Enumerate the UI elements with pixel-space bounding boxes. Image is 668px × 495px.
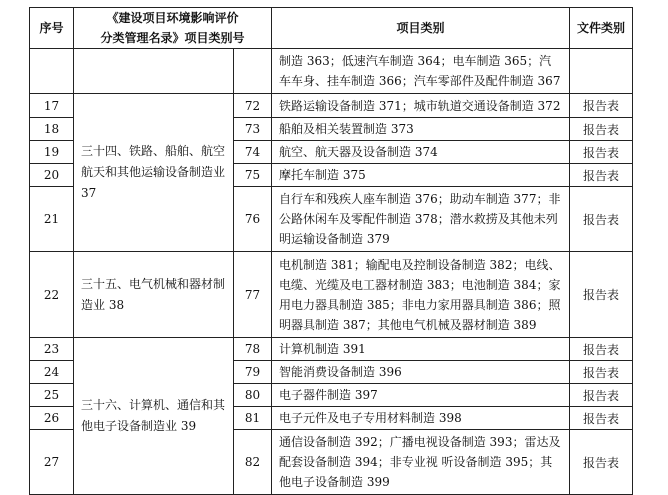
item-cell: 计算机制造 391	[272, 338, 570, 361]
seq-cell: 18	[30, 118, 74, 141]
industry-cell: 三十四、铁路、船舶、航空航天和其他运输设备制造业 37	[74, 94, 234, 252]
code-cell: 79	[234, 361, 272, 384]
item-cell: 铁路运输设备制造 371；城市轨道交通设备制造 372	[272, 94, 570, 118]
code-cell: 78	[234, 338, 272, 361]
code-cell: 75	[234, 164, 272, 187]
header-file-type: 文件类别	[570, 8, 633, 49]
industry-cell	[74, 49, 234, 94]
code-cell: 77	[234, 252, 272, 338]
seq-cell: 27	[30, 430, 74, 495]
header-catalog-line1: 《建设项目环境影响评价	[106, 11, 239, 25]
code-cell: 80	[234, 384, 272, 407]
item-cell: 智能消费设备制造 396	[272, 361, 570, 384]
table-row	[30, 94, 633, 118]
code-cell: 76	[234, 187, 272, 252]
code-cell: 82	[234, 430, 272, 495]
seq-cell: 22	[30, 252, 74, 338]
file-type-cell: 报告表	[570, 94, 633, 118]
item-cell: 摩托车制造 375	[272, 164, 570, 187]
header-category: 项目类别	[272, 8, 570, 49]
item-cell: 通信设备制造 392；广播电视设备制造 393；雷达及配套设备制造 394；非专业视 听设备制造 395；其他电子设备制造 399	[272, 430, 570, 495]
seq-cell: 26	[30, 407, 74, 430]
file-type-cell: 报告表	[570, 164, 633, 187]
industry-cell: 三十五、电气机械和器材制造业 38	[74, 252, 234, 338]
file-type-cell: 报告表	[570, 384, 633, 407]
file-type-cell: 报告表	[570, 338, 633, 361]
code-cell: 72	[234, 94, 272, 118]
code-cell	[234, 49, 272, 94]
item-cell: 电子元件及电子专用材料制造 398	[272, 407, 570, 430]
item-cell: 电机制造 381；输配电及控制设备制造 382；电线、电缆、光缆及电工器材制造 383；电池制造 384；家用电力器具制造 385；非电力家用器具制造 386；照明器具制造 387；其他电气机械及器材制造 389	[272, 252, 570, 338]
file-type-cell: 报告表	[570, 187, 633, 252]
code-cell: 73	[234, 118, 272, 141]
seq-cell: 23	[30, 338, 74, 361]
seq-cell: 19	[30, 141, 74, 164]
item-cell: 电子器件制造 397	[272, 384, 570, 407]
file-type-cell: 报告表	[570, 252, 633, 338]
header-row	[30, 8, 633, 49]
item-cell: 船舶及相关装置制造 373	[272, 118, 570, 141]
item-cell: 制造 363；低速汽车制造 364；电车制造 365；汽车车身、挂车制造 366；汽车零部件及配件制造 367	[272, 49, 570, 94]
code-cell: 81	[234, 407, 272, 430]
header-catalog-line2: 分类管理名录》项目类别号	[100, 31, 245, 45]
seq-cell: 17	[30, 94, 74, 118]
seq-cell	[30, 49, 74, 94]
file-type-cell: 报告表	[570, 141, 633, 164]
industry-cell: 三十六、计算机、通信和其他电子设备制造业 39	[74, 338, 234, 495]
seq-cell: 24	[30, 361, 74, 384]
header-catalog	[74, 8, 272, 49]
seq-cell: 20	[30, 164, 74, 187]
table-row	[30, 252, 633, 338]
project-category-table	[29, 7, 633, 495]
item-cell: 自行车和残疾人座车制造 376；助动车制造 377；非公路休闲车及零配件制造 378；潜水救捞及其他未列明运输设备制造 379	[272, 187, 570, 252]
table-row	[30, 338, 633, 361]
continuation-row	[30, 49, 633, 94]
code-cell: 74	[234, 141, 272, 164]
file-type-cell: 报告表	[570, 118, 633, 141]
seq-cell: 25	[30, 384, 74, 407]
file-type-cell: 报告表	[570, 361, 633, 384]
file-type-cell: 报告表	[570, 430, 633, 495]
file-type-cell	[570, 49, 633, 94]
file-type-cell: 报告表	[570, 407, 633, 430]
seq-cell: 21	[30, 187, 74, 252]
item-cell: 航空、航天器及设备制造 374	[272, 141, 570, 164]
header-seq: 序号	[30, 8, 74, 49]
